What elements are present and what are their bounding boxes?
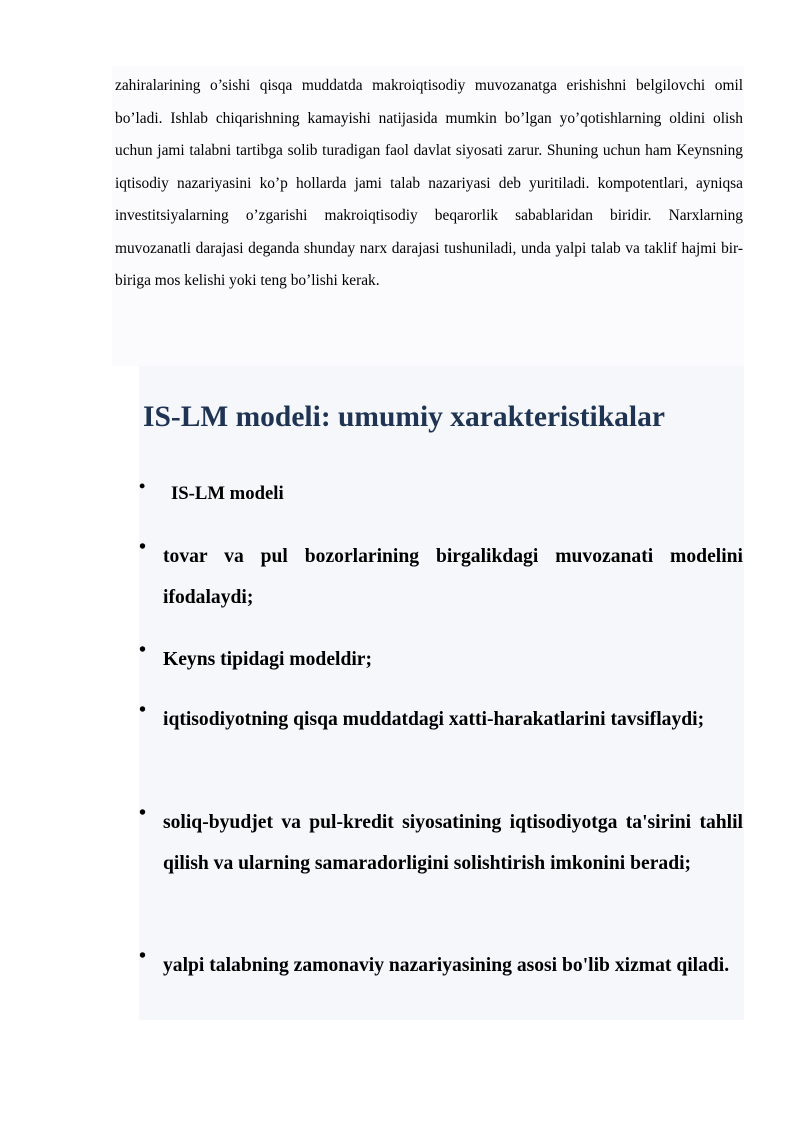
- list-item-text: tovar va pul bozorlarining birgalikdagi muvozanati modelini ifodalaydi;: [163, 546, 743, 608]
- bullet-icon: •: [139, 945, 147, 967]
- bullet-icon: •: [139, 536, 147, 558]
- list-item: [139, 536, 743, 639]
- list-item: [139, 945, 743, 1027]
- list-item-text: iqtisodiyotning qisqa muddatdagi xatti-harakatlarini tavsiflaydi;: [163, 709, 705, 730]
- bullet-icon: •: [139, 699, 147, 721]
- bullet-list: [139, 476, 743, 1027]
- list-item: [139, 699, 743, 802]
- list-item-text: Keyns tipidagi modeldir;: [163, 649, 373, 670]
- intro-paragraph: zahiralarining o’sishi qisqa muddatda makroiqtisodiy muvozanatga erishishni belgilovchi omil bo’ladi. Ishlab chiqarishning kamayishi natijasida mumkin bo’lgan yo’qotishlarning oldini olish uchun jami talabni tartibga solib turadigan faol davlat siyosati zarur. Shuning uchun ham Keynsning iqtisodiy nazariyasini ko’p hollarda jami talab nazariyasi deb yuritiladi. kompotentlari, ayniqsa investitsiyalarning o’zgarishi makroiqtisodiy beqarorlik sabablaridan biridir. Narxlarning muvozanatli darajasi deganda shunday narx darajasi tushuniladi, unda yalpi talab va taklif hajmi bir-biriga mos kelishi yoki teng bo’lishi kerak.: [115, 77, 743, 289]
- bullet-icon: •: [139, 476, 146, 496]
- bullet-icon: •: [139, 802, 147, 824]
- list-item: [139, 639, 743, 699]
- list-item: [139, 802, 743, 945]
- list-item-text: soliq-byudjet va pul-kredit siyosatining iqtisodiyotga ta'sirini tahlil qilish va ularning samaradorligini solishtirish imkonini beradi;: [163, 812, 743, 874]
- section-heading: IS-LM modeli: umumiy xarakteristikalar: [143, 401, 665, 433]
- list-item-text: yalpi talabning zamonaviy nazariyasining asosi bo'lib xizmat qiladi.: [163, 955, 730, 976]
- list-item-text: IS-LM modeli: [171, 483, 284, 504]
- list-item: [139, 476, 743, 536]
- bullet-icon: •: [139, 639, 147, 661]
